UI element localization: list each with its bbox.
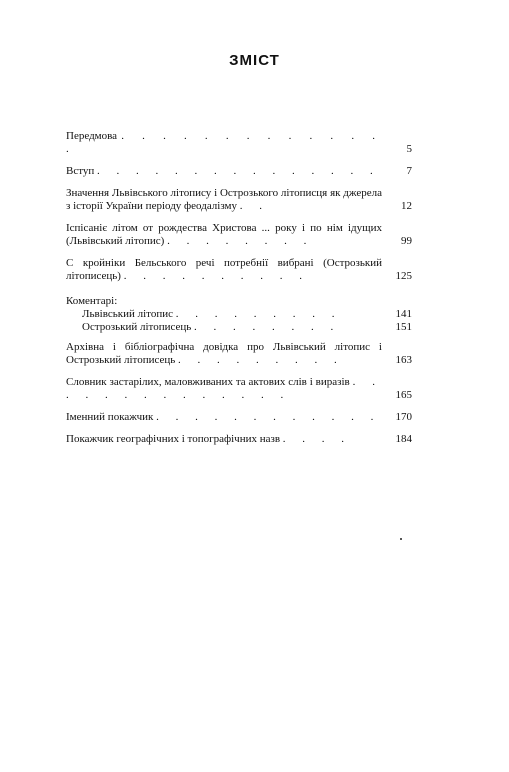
toc-entry-title: Львівський літопис [82,308,173,320]
toc-entry-title: Острозький літописець [82,321,192,333]
toc-entry-comments-ostroh[interactable] [82,321,412,334]
toc-leader: . . . . . . . . [194,321,341,333]
toc-leader: . . . . . . . . . . . . [156,411,381,423]
toc-page-number: 163 [395,354,412,366]
toc-entry-comments-lviv[interactable] [82,308,412,321]
toc-leader: . . [239,200,270,212]
toc-entry-name-index[interactable] [66,411,412,424]
toc-entry-title: С кройніки Бельського речі потребнії вибрані (Острозький літописець) [66,257,382,282]
toc-leader: . . . . . . . . [167,235,314,247]
toc-group-heading: Коментарі: [66,295,118,307]
table-of-contents [66,130,412,455]
toc-leader: . . . . [282,433,352,445]
toc-leader: . . . . . . . . . [178,354,344,366]
toc-entry-title: Архівна і бібліографічна довідка про Львівський літопис і Острозький літописець [66,341,382,366]
toc-entry-title: Передмова [66,130,118,142]
toc-entry-title: Словник застарілих, маловживаних та актових слів і виразів [66,376,350,388]
toc-entry-title: Іменний покажчик [66,411,154,423]
toc-entry-title: Значення Львівського літопису і Острозького літописця як джерела з історії України періоду феодалізму [66,187,382,212]
toc-entry-ostroh-chronicle[interactable] [66,257,412,283]
print-speck [400,538,402,540]
toc-leader: . . . . . . . . . [175,308,342,320]
toc-entry-title: Вступ [66,165,95,177]
toc-entry-foreword[interactable] [66,130,412,156]
toc-group-comments [66,295,412,334]
toc-entry-title: Покажчик географічних і топографічних назв [66,433,281,445]
toc-page-number: 12 [401,200,412,212]
toc-entry-introduction[interactable] [66,165,412,178]
toc-page-number: 5 [406,143,412,155]
toc-entry-lviv-chronicle[interactable] [66,222,412,248]
toc-leader: . . . . . . . . . . . . . . [66,130,383,155]
toc-page-number: 165 [395,389,412,401]
toc-page-number: 141 [395,308,412,320]
toc-page-number: 99 [401,235,412,247]
page-title: ЗМІСТ [229,52,280,69]
toc-page-number: 125 [395,270,412,282]
toc-leader: . . . . . . . . . . . . . . . [97,165,380,177]
toc-page-number: 151 [395,321,412,333]
toc-entry-significance[interactable] [66,187,412,213]
toc-entry-title: Іспісаніє літом от рождества Христова ... року і по нім ідущих (Львівський літопис) [66,222,382,247]
toc-leader: . . . . . . . . . . [123,270,309,282]
toc-page-number: 170 [395,411,412,423]
toc-leader: . . . . . . . . . . . . . . [66,376,383,401]
toc-entry-geo-index[interactable] [66,433,412,446]
toc-page-number: 184 [395,433,412,445]
toc-entry-archive-reference[interactable] [66,341,412,367]
toc-page-number: 7 [406,165,412,177]
toc-entry-glossary[interactable] [66,376,412,402]
